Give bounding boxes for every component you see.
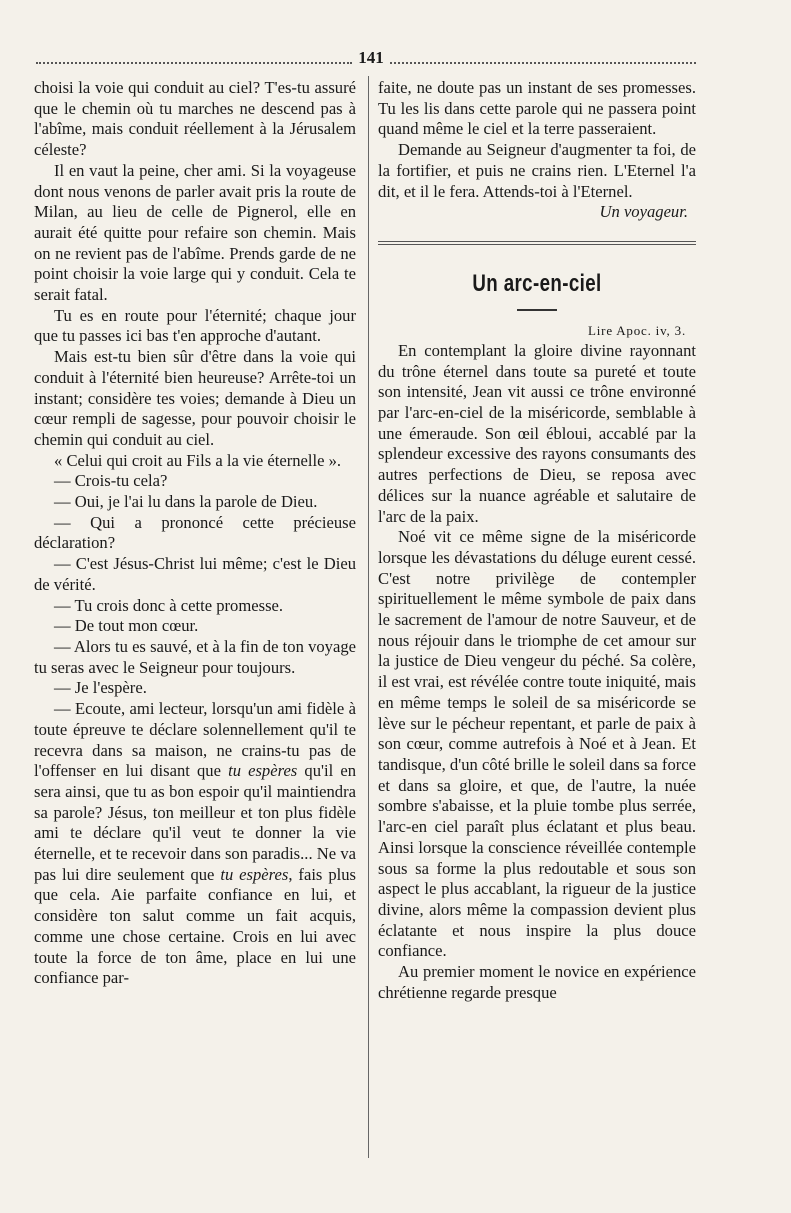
header-rule-left — [36, 62, 352, 64]
column-divider — [368, 76, 369, 1158]
quotation: « Celui qui croit au Fils a la vie éternelle ». — [54, 450, 342, 470]
article-title: Un arc-en-ciel — [472, 269, 602, 297]
paragraph: Au premier moment le novice en expérience chrétienne regarde presque — [378, 962, 696, 1002]
dialogue-line: — Alors tu es sauvé, et à la fin de ton voyage tu seras avec le Seigneur pour toujours. — [34, 636, 356, 677]
paragraph: En contemplant la gloire divine rayonnant du trône éternel dans toute sa pureté et toute son intensité, Jean vit aussi ce trône environné par l'arc-en-ciel de la miséricorde, semblable à une émeraude. Son œil ébloui, accablé par la splendeur excessive des rayons consumants des autres perfections de Dieu, se reposa avec délices sur la nuance agréable et salutaire de l'arc de la paix. — [378, 340, 696, 526]
paragraph: faite, ne doute pas un instant de ses promesses. Tu les lis dans cette parole qui ne passera point quand même le ciel et la terre passeraient. — [378, 78, 696, 139]
paragraph: Il en vaut la peine, cher ami. Si la voyageuse dont nous venons de parler avait pris la route de Milan, au lieu de celle de Pignerol, elle en aurait été quitte pour refaire son chemin. Mais on ne revient pas de l'abîme. Prends garde de ne point choisir la voie large qui y conduit. Cela te serait fatal. — [34, 160, 356, 305]
dialogue-line: — De tout mon cœur. — [54, 616, 199, 636]
dialogue-line: — Oui, je l'ai lu dans la parole de Dieu. — [54, 492, 318, 512]
paragraph: Mais est-tu bien sûr d'être dans la voie qui conduit à l'éternité bien heureuse? Arrête-toi un instant; considère tes voies; demande à Dieu un cœur rempli de sagesse, pour pouvoir choisir le chemin qui conduit au ciel. — [34, 347, 356, 449]
header-rule-right — [390, 62, 696, 64]
dialogue-line: — Je l'espère. — [54, 678, 147, 698]
text-run: , fais plus que cela. Aie parfaite confiance en lui, et considère ton salut comme un fait acquis, comme une chose certaine. Crois en lui avec toute la force de ton âme, place en lui une confiance par- — [34, 864, 356, 988]
dialogue-line: — Crois-tu cela? — [54, 471, 168, 491]
dialogue-line: — Tu crois donc à cette promesse. — [54, 595, 284, 615]
dialogue-line: — Qui a prononcé cette précieuse déclaration? — [34, 512, 356, 553]
text-run: qu'il en sera ainsi, que tu as bon espoir qu'il maintiendra sa parole? Jésus, ton meilleur et ton plus fidèle ami te déclare qu'il veut te donner la vie éternelle, et te recevoir dans son paradis... Ne va pas lui dire seulement que — [34, 761, 356, 884]
article-separator — [378, 241, 696, 245]
emphasis: tu espères — [220, 864, 289, 884]
signature: Un voyageur. — [599, 202, 688, 222]
emphasis: tu espères — [228, 761, 298, 781]
paragraph: choisi la voie qui conduit au ciel? T'es-tu assuré que le chemin où tu marches ne descend pas à l'abîme, mais conduit réellement à la Jérusalem céleste? — [34, 78, 356, 160]
left-column — [34, 78, 356, 989]
dialogue-line: — C'est Jésus-Christ lui même; c'est le Dieu de vérité. — [34, 554, 356, 594]
page-number: 141 — [358, 48, 384, 67]
paragraph: Noé vit ce même signe de la miséricorde lorsque les dévastations du déluge eurent cessé. C'est notre privilège de contempler spirituellement le même symbole de paix dans le sacrement de l'amour de notre Sauveur, et de nous réjouir dans le triomphe de cet amour sur la justice de Dieu vengeur du péché. Sa colère, il est vrai, est révélée contre toute iniquité, mais en même temps le soleil de sa miséricorde se lève sur le pécheur repentant, et parle de paix à son cœur, comme autrefois à Noé et à Jean. Et tandisque, d'un côté brille le soleil dans sa force et dans sa gloire, et que, de l'autre, la nuée sombre s'abaisse, et la pluie tombe plus serrée, l'arc-en ciel paraît plus éclatant et plus beau. Ainsi lorsque la conscience réveillée contemple sous sa forme la plus redoutable et sous son aspect le plus accablant, la rigueur de la justice divine, alors même la compassion devient plus éclatante et nous inspire la plus douce confiance. — [378, 527, 696, 961]
paragraph: Demande au Seigneur d'augmenter ta foi, de la fortifier, et puis ne crains rien. L'Eternel l'a dit, et il le fera. Attends-toi à l'Eternel. — [378, 140, 696, 201]
scripture-reference: Lire Apoc. iv, 3. — [588, 322, 686, 338]
paragraph-final — [34, 699, 356, 989]
paragraph: Tu es en route pour l'éternité; chaque jour que tu passes ici bas t'en approche d'autant. — [34, 305, 356, 346]
text-run: — Ecoute, ami lecteur, lorsqu'un ami fidèle à toute épreuve te déclare solennellement qu'il te recevra dans sa maison, ne crains-tu pas de l'offenser en lui disant que — [34, 699, 356, 781]
right-column — [378, 78, 696, 1003]
title-dash — [517, 309, 557, 311]
